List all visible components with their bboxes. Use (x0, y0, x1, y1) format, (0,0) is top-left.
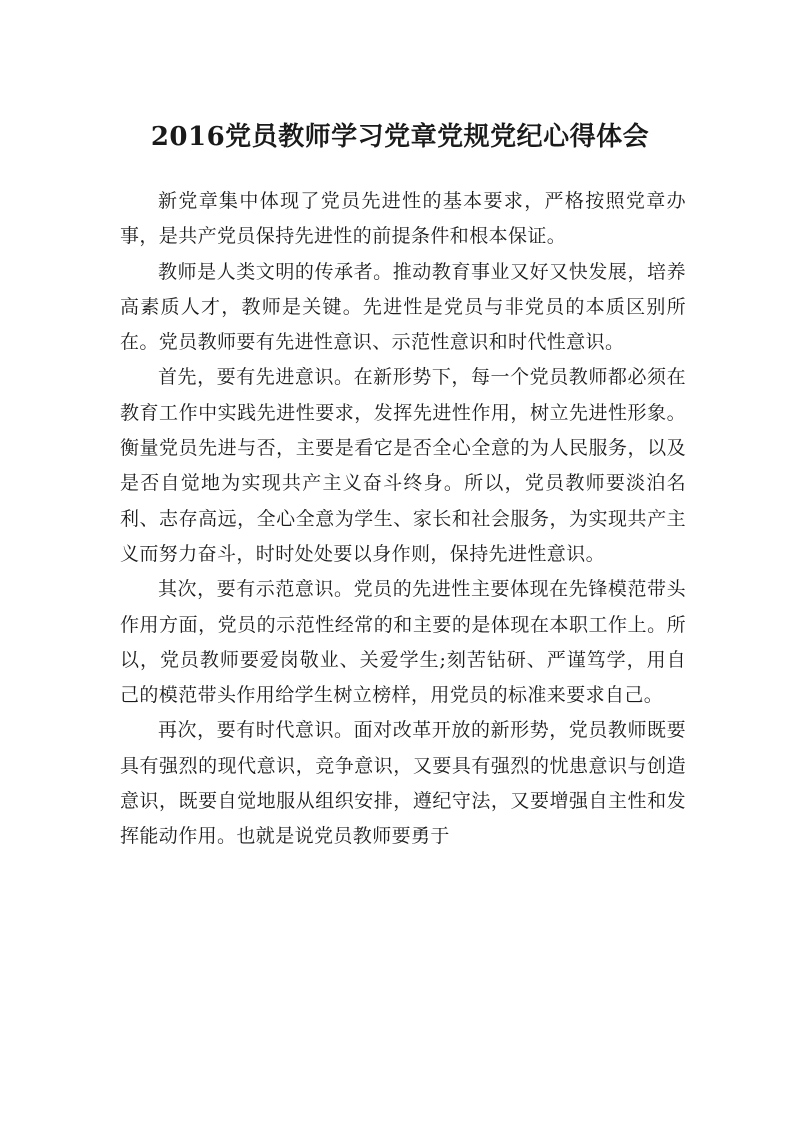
paragraph-5: 再次，要有时代意识。面对改革开放的新形势，党员教师既要具有强烈的现代意识，竞争意识，又要具有强烈的忧患意识与创造意识，既要自觉地服从组织安排，遵纪守法，又要增强自主性和发挥能动作用。也就是说党员教师要勇于 (120, 719, 686, 848)
paragraph-2: 教师是人类文明的传承者。推动教育事业又好又快发展，培养高素质人才，教师是关键。先进性是党员与非党员的本质区别所在。党员教师要有先进性意识、示范性意识和时代性意识。 (120, 260, 686, 354)
document-title: 2016党员教师学习党章党规党纪心得体会 (150, 122, 650, 153)
document-body (120, 184, 686, 855)
paragraph-3: 首先，要有先进意识。在新形势下，每一个党员教师都必须在教育工作中实践先进性要求，发挥先进性作用，树立先进性形象。衡量党员先进与否，主要是看它是否全心全意的为人民服务，以及是否自觉地为实现共产主义奋斗终身。所以，党员教师要淡泊名利、志存高远，全心全意为学生、家长和社会服务，为实现共产主义而努力奋斗，时时处处要以身作则，保持先进性意识。 (120, 366, 686, 565)
paragraph-4: 其次，要有示范意识。党员的先进性主要体现在先锋模范带头作用方面，党员的示范性经常的和主要的是体现在本职工作上。所以，党员教师要爱岗敬业、关爱学生;刻苦钻研、严谨笃学，用自己的模范带头作用给学生树立榜样，用党员的标准来要求自己。 (120, 578, 686, 707)
paragraph-1: 新党章集中体现了党员先进性的基本要求，严格按照党章办事，是共产党员保持先进性的前提条件和根本保证。 (120, 190, 686, 248)
